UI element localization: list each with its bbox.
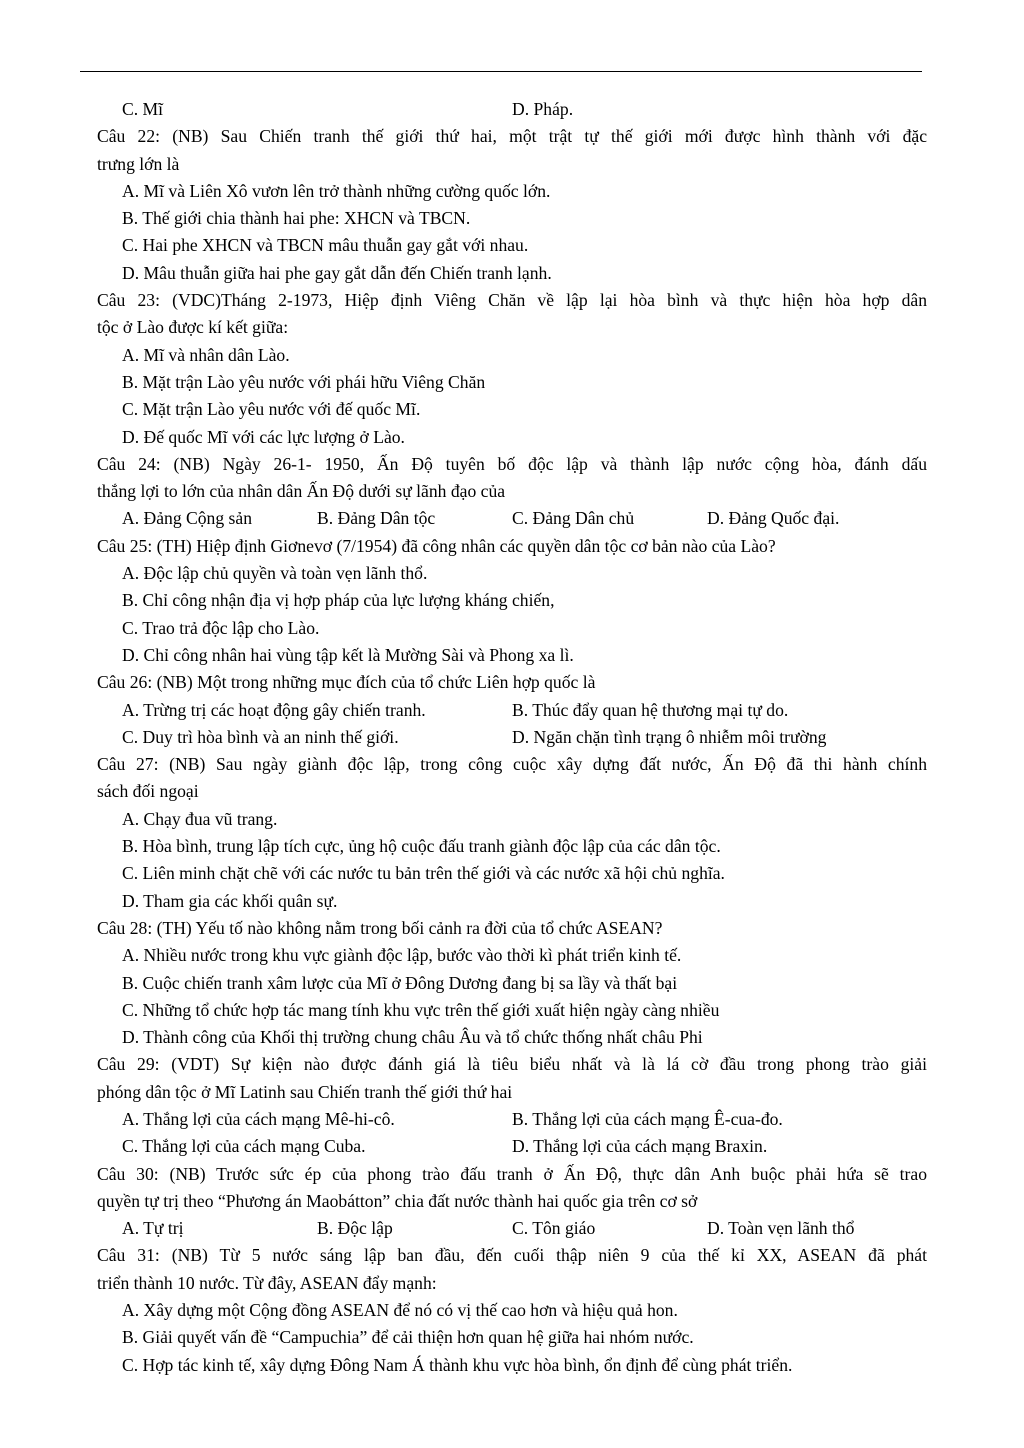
question-text-cont: triển thành 10 nước. Từ đây, ASEAN đẩy mạnh:	[97, 1272, 437, 1293]
question-27	[97, 751, 927, 915]
option-a: A. Trừng trị các hoạt động gây chiến tranh.	[122, 699, 426, 720]
option-b: B. Chỉ công nhận địa vị hợp pháp của lực lượng kháng chiến,	[122, 590, 555, 611]
prev-options-row	[97, 96, 927, 123]
question-text: Câu 25: (TH) Hiệp định Giơnevơ (7/1954) đã công nhân các quyền dân tộc cơ bản nào của Lào?	[97, 535, 776, 556]
option-b: B. Cuộc chiến tranh xâm lược của Mĩ ở Đông Dương đang bị sa lầy và thất bại	[122, 972, 678, 993]
options-row	[97, 724, 927, 751]
question-text: Câu 28: (TH) Yếu tố nào không nằm trong bối cảnh ra đời của tổ chức ASEAN?	[97, 917, 663, 938]
question-text: Câu 22: (NB) Sau Chiến tranh thế giới thứ hai, một trật tự thế giới mới được hình thành với đặc	[97, 126, 927, 147]
option-d: D. Toàn vẹn lãnh thổ	[707, 1218, 855, 1239]
question-sheet	[97, 96, 927, 1379]
question-25	[97, 533, 927, 669]
question-text: Câu 23: (VDC)Tháng 2-1973, Hiệp định Viêng Chăn về lập lại hòa bình và thực hiện hòa hợp dân	[97, 290, 927, 311]
question-22	[97, 123, 927, 287]
option-c: C. Thắng lợi của cách mạng Cuba.	[122, 1136, 366, 1157]
option-b: B. Thúc đẩy quan hệ thương mại tự do.	[512, 699, 789, 720]
question-31	[97, 1242, 927, 1378]
question-text: Câu 27: (NB) Sau ngày giành độc lập, trong công cuộc xây dựng đất nước, Ấn Độ đã thi hành chính	[97, 754, 927, 775]
option-b: B. Giải quyết vấn đề “Campuchia” để cải thiện hơn quan hệ giữa hai nhóm nước.	[122, 1327, 694, 1348]
question-text: Câu 29: (VDT) Sự kiện nào được đánh giá là tiêu biểu nhất và là lá cờ đầu trong phong trào giải	[97, 1054, 927, 1075]
options-row	[97, 1133, 927, 1160]
question-26	[97, 669, 927, 751]
question-text: Câu 26: (NB) Một trong những mục đích của tổ chức Liên hợp quốc là	[97, 672, 596, 693]
question-text-cont: thắng lợi to lớn của nhân dân Ấn Độ dưới sự lãnh đạo của	[97, 481, 506, 502]
option-c: C. Mĩ	[122, 99, 164, 119]
option-c: C. Trao trả độc lập cho Lào.	[122, 617, 320, 638]
options-row	[97, 1106, 927, 1133]
option-a: A. Độc lập chủ quyền và toàn vẹn lãnh thổ.	[122, 563, 428, 584]
options-row	[97, 1215, 927, 1242]
option-c: C. Những tổ chức hợp tác mang tính khu vực trên thế giới xuất hiện ngày càng nhiều	[122, 999, 720, 1020]
option-a: A. Xây dựng một Cộng đồng ASEAN để nó có vị thế cao hơn và hiệu quả hon.	[122, 1300, 678, 1321]
option-a: A. Mĩ và nhân dân Lào.	[122, 344, 290, 365]
option-a: A. Tự trị	[122, 1218, 184, 1239]
option-c: C. Mặt trận Lào yêu nước với đế quốc Mĩ.	[122, 399, 421, 420]
option-b: B. Hòa bình, trung lập tích cực, ủng hộ cuộc đấu tranh giành độc lập của các dân tộc.	[122, 836, 721, 857]
option-c: C. Tôn giáo	[512, 1218, 596, 1239]
option-b: B. Mặt trận Lào yêu nước với phái hữu Viêng Chăn	[122, 371, 486, 392]
option-c: C. Hai phe XHCN và TBCN mâu thuẫn gay gắt với nhau.	[122, 235, 529, 256]
option-d: D. Đảng Quốc đại.	[707, 508, 840, 529]
option-c: C. Hợp tác kinh tế, xây dựng Đông Nam Á thành khu vực hòa bình, ổn định để cùng phát triển.	[122, 1354, 793, 1375]
option-b: B. Độc lập	[317, 1218, 393, 1239]
options-row	[97, 697, 927, 724]
option-d: D. Thắng lợi của cách mạng Braxin.	[512, 1136, 768, 1157]
option-d: D. Đế quốc Mĩ với các lực lượng ở Lào.	[122, 426, 405, 447]
question-30	[97, 1161, 927, 1243]
option-a: A. Nhiều nước trong khu vực giành độc lập, bước vào thời kì phát triển kinh tế.	[122, 945, 682, 966]
option-b: B. Thắng lợi của cách mạng Ê-cua-đo.	[512, 1108, 783, 1129]
option-d: D. Ngăn chặn tình trạng ô nhiễm môi trường	[512, 726, 827, 747]
question-text: Câu 31: (NB) Từ 5 nước sáng lập ban đầu, đến cuối thập niên 9 của thế kỉ XX, ASEAN đã phát	[97, 1245, 927, 1266]
question-text-cont: trưng lớn là	[97, 153, 180, 174]
question-24	[97, 451, 927, 533]
question-23	[97, 287, 927, 451]
option-b: B. Đảng Dân tộc	[317, 508, 436, 529]
option-d: D. Tham gia các khối quân sự.	[122, 890, 338, 911]
option-b: B. Thế giới chia thành hai phe: XHCN và TBCN.	[122, 208, 471, 229]
question-28	[97, 915, 927, 1051]
option-d: D. Mâu thuẫn giữa hai phe gay gắt dẫn đến Chiến tranh lạnh.	[122, 262, 552, 283]
option-a: A. Chạy đua vũ trang.	[122, 808, 278, 829]
question-text: Câu 24: (NB) Ngày 26-1- 1950, Ấn Độ tuyên bố độc lập và thành lập nước cộng hòa, đánh dấu	[97, 453, 927, 474]
header-rule	[80, 71, 922, 72]
question-text-cont: sách đối ngoại	[97, 781, 199, 802]
question-text-cont: tộc ở Lào được kí kết giữa:	[97, 317, 289, 338]
option-d: D. Thành công của Khối thị trường chung châu Âu và tổ chức thống nhất châu Phi	[122, 1027, 703, 1048]
option-a: A. Đảng Cộng sản	[122, 508, 252, 529]
option-a: A. Mĩ và Liên Xô vươn lên trở thành những cường quốc lớn.	[122, 180, 551, 201]
options-row	[97, 505, 927, 532]
question-text-cont: quyền tự trị theo “Phương án Maobátton” chia đất nước thành hai quốc gia trên cơ sở	[97, 1190, 698, 1211]
question-text-cont: phóng dân tộc ở Mĩ Latinh sau Chiến tranh thế giới thứ hai	[97, 1081, 513, 1102]
option-c: C. Đảng Dân chủ	[512, 508, 635, 529]
question-text: Câu 30: (NB) Trước sức ép của phong trào đấu tranh ở Ấn Độ, thực dân Anh buộc phải hứa sẽ trao	[97, 1163, 927, 1184]
option-d: D. Pháp.	[512, 99, 574, 119]
question-29	[97, 1051, 927, 1160]
option-c: C. Duy trì hòa bình và an ninh thế giới.	[122, 726, 399, 747]
option-c: C. Liên minh chặt chẽ với các nước tu bản trên thế giới và các nước xã hội chủ nghĩa.	[122, 863, 725, 884]
option-a: A. Thắng lợi của cách mạng Mê-hi-cô.	[122, 1108, 395, 1129]
option-d: D. Chỉ công nhân hai vùng tập kết là Mường Sài và Phong xa lì.	[122, 644, 574, 665]
